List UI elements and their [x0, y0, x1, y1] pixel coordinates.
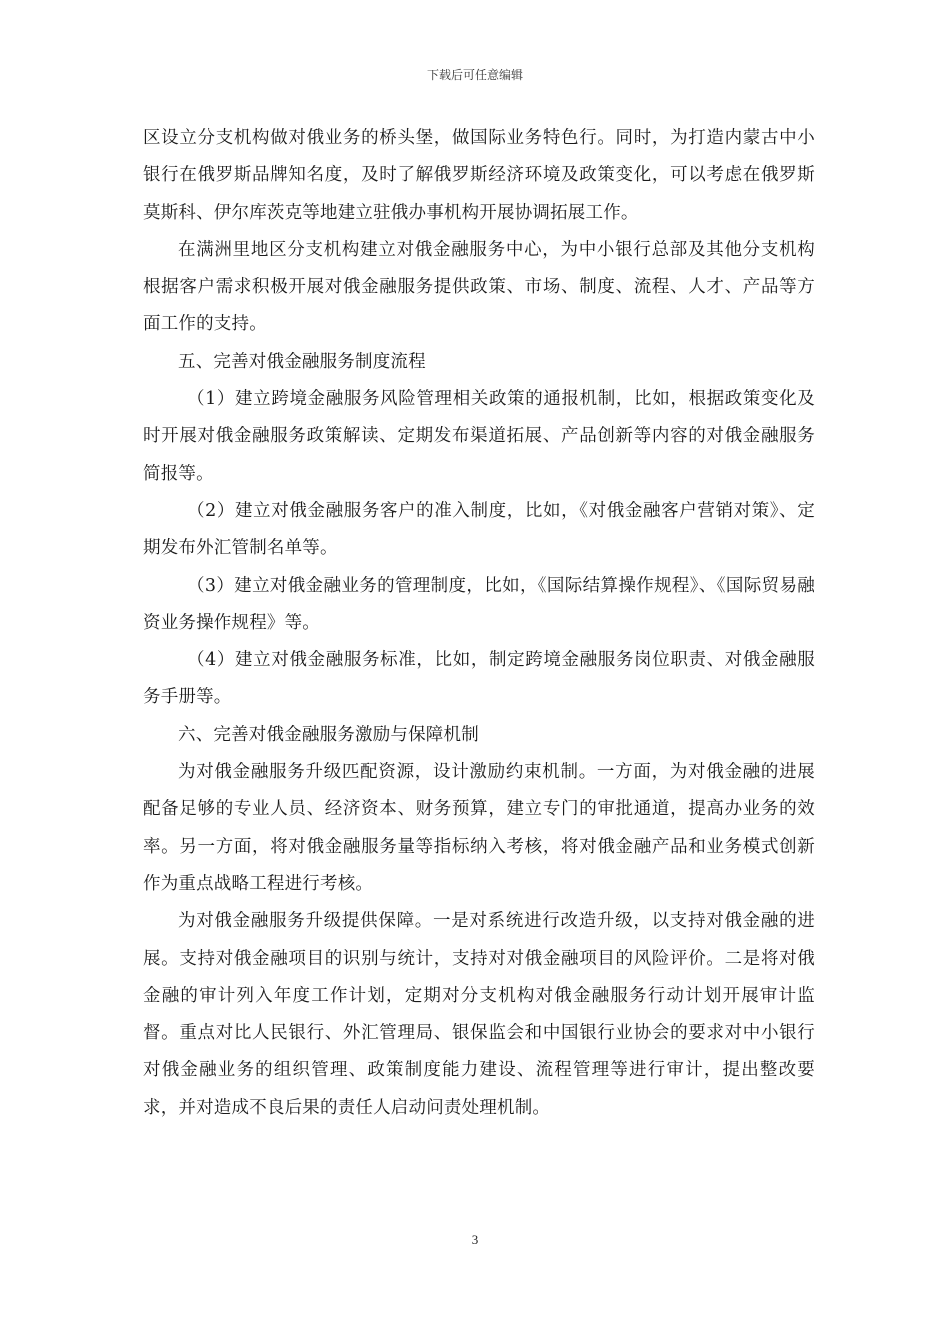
paragraph: 区设立分支机构做对俄业务的桥头堡，做国际业务特色行。同时，为打造内蒙古中小银行在俄罗斯品牌知名度，及时了解俄罗斯经济环境及政策变化，可以考虑在俄罗斯莫斯科、伊尔库茨克等地建立驻俄办事机构开展协调拓展工作。	[143, 128, 815, 223]
document-body	[143, 120, 815, 1127]
paragraph: 为对俄金融服务升级匹配资源，设计激励约束机制。一方面，为对俄金融的进展配备足够的专业人员、经济资本、财务预算，建立专门的审批通道，提高办业务的效率。另一方面，将对俄金融服务量等指标纳入考核，将对俄金融产品和业务模式创新作为重点战略工程进行考核。	[143, 762, 815, 894]
section-heading: 六、完善对俄金融服务激励与保障机制	[178, 724, 479, 745]
paragraph: 为对俄金融服务升级提供保障。一是对系统进行改造升级，以支持对俄金融的进展。支持对俄金融项目的识别与统计，支持对对俄金融项目的风险评价。二是将对俄金融的审计列入年度工作计划，定期对分支机构对俄金融服务行动计划开展审计监督。重点对比人民银行、外汇管理局、银保监会和中国银行业协会的要求对中小银行对俄金融业务的组织管理、政策制度能力建设、流程管理等进行审计，提出整改要求，并对造成不良后果的责任人启动问责处理机制。	[143, 911, 815, 1118]
list-item: （2）建立对俄金融服务客户的准入制度，比如，《对俄金融客户营销对策》、定期发布外汇管制名单等。	[143, 500, 815, 559]
list-item: （3）建立对俄金融业务的管理制度，比如，《国际结算操作规程》、《国际贸易融资业务操作规程》等。	[143, 575, 815, 633]
page-header: 下载后可任意编辑	[426, 68, 523, 82]
paragraph: 在满洲里地区分支机构建立对俄金融服务中心，为中小银行总部及其他分支机构根据客户需求积极开展对俄金融服务提供政策、市场、制度、流程、人才、产品等方面工作的支持。	[143, 239, 815, 335]
page-number: 3	[471, 1232, 479, 1247]
list-item: （1）建立跨境金融服务风险管理相关政策的通报机制，比如，根据政策变化及时开展对俄金融服务政策解读、定期发布渠道拓展、产品创新等内容的对俄金融服务简报等。	[143, 389, 815, 484]
list-item: （4）建立对俄金融服务标准，比如，制定跨境金融服务岗位职责、对俄金融服务手册等。	[143, 650, 815, 708]
section-heading: 五、完善对俄金融服务制度流程	[178, 351, 426, 372]
